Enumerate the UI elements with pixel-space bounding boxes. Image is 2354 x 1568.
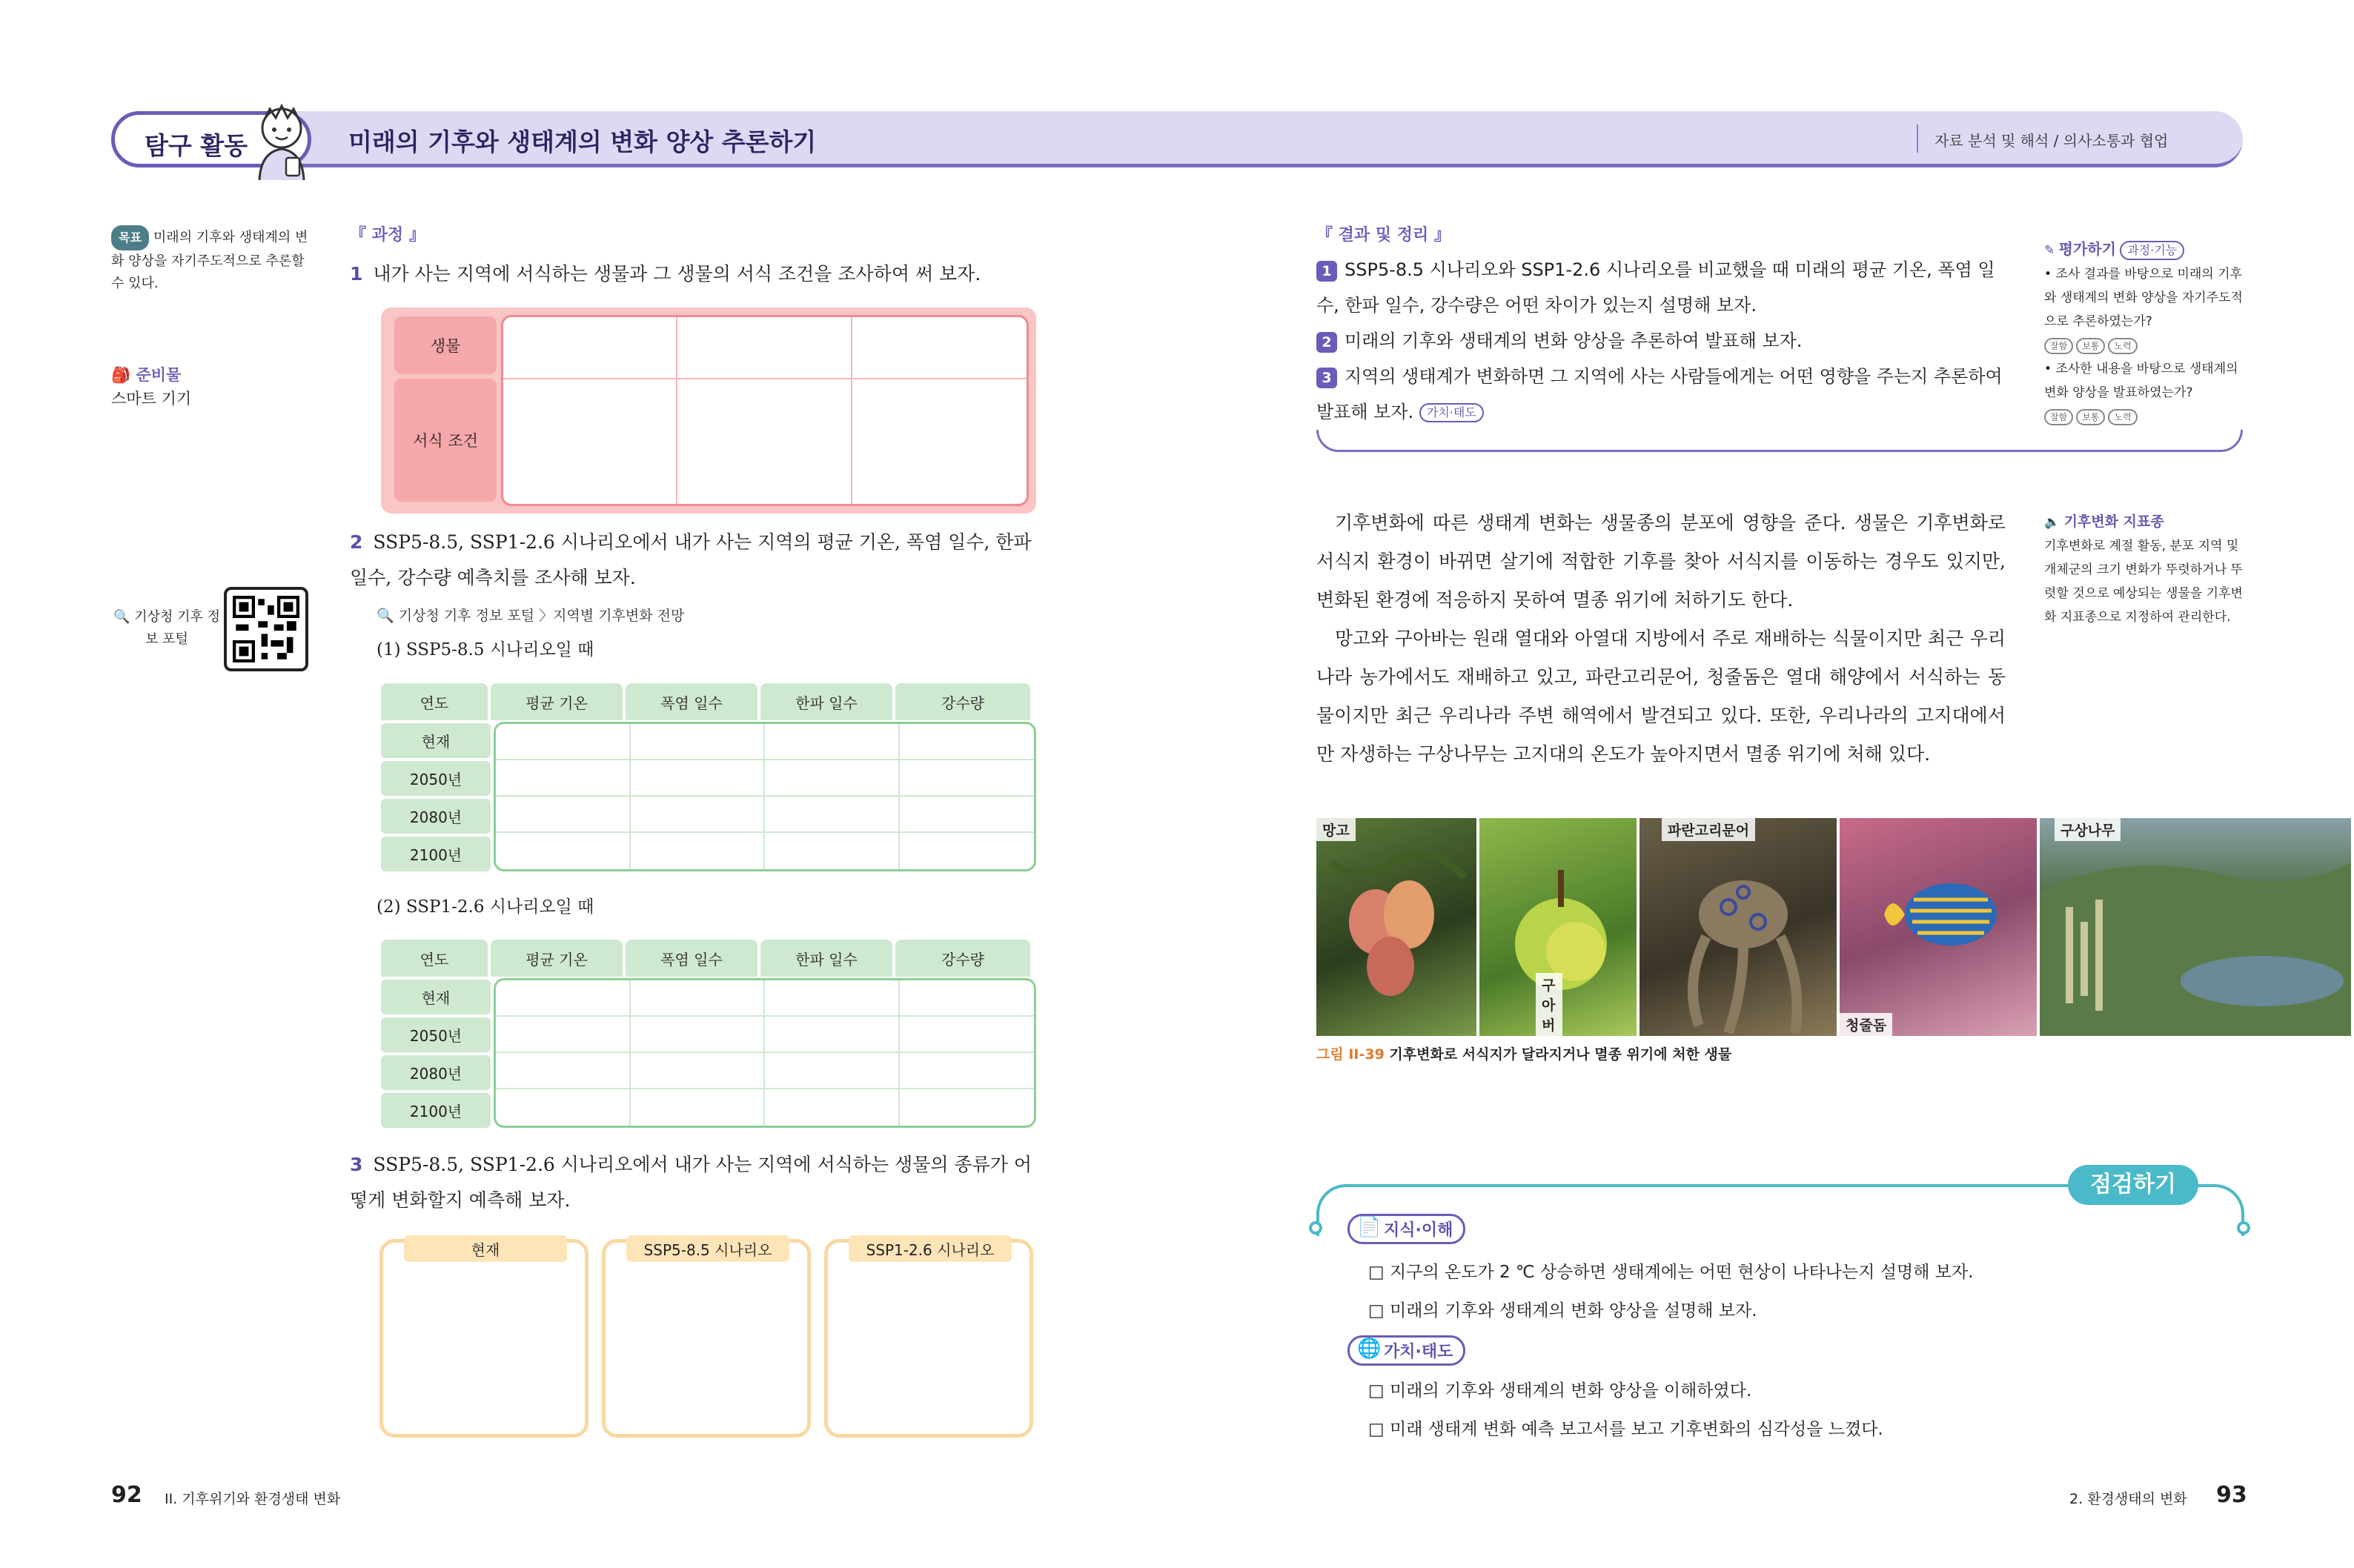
result-number: 2: [1316, 332, 1337, 353]
face-average[interactable]: 보통: [2076, 409, 2105, 425]
row-label: 2080년: [381, 1055, 491, 1090]
climate-table-ssp126: [381, 940, 1036, 1128]
row-label: 2050년: [381, 1017, 491, 1052]
table-cell[interactable]: [677, 317, 852, 379]
face-average[interactable]: 보통: [2076, 338, 2105, 354]
photo-label: 파란고리문어: [1662, 818, 1755, 841]
column-header: 폭염 일수: [626, 940, 757, 977]
box-tab: SSP1-2.6 시나리오: [849, 1235, 1012, 1262]
result-item: [1316, 252, 2006, 323]
rating-faces[interactable]: [2044, 405, 2244, 428]
portal-path-text: 기상청 기후 정보 포털 〉지역별 기후변화 전망: [398, 608, 685, 624]
results-underline: [1316, 430, 2243, 452]
column-header: 폭염 일수: [626, 683, 757, 720]
section-label: 2. 환경생태의 변화: [2069, 1491, 2187, 1507]
photo-label: 구상나무: [2055, 818, 2121, 841]
note-text: 기후변화로 계절 활동, 분포 지역 및 개체군의 크기 변화가 뚜렷하거나 뚜렷할 것으로 예상되는 생물을 기후변화 지표종으로 지정하여 관리한다.: [2044, 539, 2243, 625]
globe-icon: 🌐: [1357, 1338, 1382, 1360]
knowledge-tag: 📄 지식·이해: [1347, 1214, 1465, 1244]
climate-table-ssp585: [381, 683, 1036, 871]
column-header: 평균 기온: [491, 683, 623, 720]
question-number: 2: [350, 531, 363, 553]
body-text: [1316, 504, 2006, 774]
species-photo-strip: [1316, 818, 2354, 1036]
portal-label: 기상청 기후 정보 포털: [134, 609, 220, 647]
photo-korean-fir: [2040, 818, 2351, 1036]
goal-note: [111, 225, 319, 295]
table-cell[interactable]: [852, 317, 1027, 379]
note-title: 기후변화 지표종: [2063, 514, 2164, 530]
question-1: [350, 256, 1047, 292]
question-number: 3: [350, 1154, 363, 1175]
caption-text: 기후변화로 서식지가 달라지거나 멸종 위기에 처한 생물: [1389, 1046, 1732, 1063]
indicator-species-note: [2044, 510, 2247, 629]
row-label: 현재: [381, 723, 491, 758]
value-tag: 가치·태도: [1419, 403, 1484, 422]
materials-title: 준비물: [136, 366, 182, 384]
search-icon: 🔍: [113, 609, 130, 625]
question-text: 내가 사는 지역에 서식하는 생물과 그 생물의 서식 조건을 조사하여 써 보자.: [373, 263, 981, 285]
question-text: SSP5-8.5, SSP1-2.6 시나리오에서 내가 사는 지역에 서식하는 생물의 종류가 어떻게 변화할지 예측해 보자.: [350, 1154, 1032, 1211]
column-header: 평균 기온: [491, 940, 623, 977]
portal-path: [377, 605, 684, 625]
table-cell[interactable]: [677, 379, 852, 504]
evaluation-title: 평가하기: [2058, 240, 2116, 258]
column-header: 한파 일수: [760, 683, 892, 720]
check-item[interactable]: □ 미래의 기후와 생태계의 변화 양상을 설명해 보자.: [1368, 1301, 1757, 1320]
row-label: 2100년: [381, 837, 491, 871]
face-good[interactable]: 잘함: [2044, 409, 2073, 425]
organism-table: [381, 308, 1036, 514]
table-cell[interactable]: [503, 379, 677, 504]
check-title: 점검하기: [2068, 1165, 2198, 1205]
paragraph: 망고와 구아바는 원래 열대와 아열대 지방에서 주로 재배하는 식물이지만 최근 우리나라 농가에서도 재배하고 있고, 파란고리문어, 청줄돔은 열대 해양에서 서식하는 동물이지만 최근 우리나라 주변 해역에서 발견되고 있다. 또한, 우리나라의 고지대에서만 자생하는 구상나무는 고지대의 온도가 높아지면서 멸종 위기에 처해 있다.: [1316, 628, 2006, 765]
pencil-icon: ✎: [2044, 243, 2055, 258]
table-cell[interactable]: [852, 379, 1027, 504]
result-number: 3: [1316, 368, 1337, 388]
row-label-organism: 생물: [394, 316, 497, 374]
question-2: [350, 525, 1047, 596]
search-icon: 🔍: [377, 608, 394, 624]
column-header: 한파 일수: [760, 940, 892, 977]
materials-item: 스마트 기기: [111, 390, 192, 408]
table-cell[interactable]: [503, 317, 677, 379]
portal-note: [111, 606, 222, 651]
activity-title: 미래의 기후와 생태계의 변화 양상 추론하기: [348, 127, 817, 156]
figure-caption: [1316, 1043, 1731, 1063]
prediction-box-ssp126[interactable]: [824, 1239, 1033, 1438]
paragraph: 기후변화에 따른 생태계 변화는 생물종의 분포에 영향을 준다. 생물은 기후변화로 서식지 환경이 바뀌면 살기에 적합한 기후를 찾아 서식지를 이동하는 경우도 있지만, 변화된 환경에 적응하지 못하여 멸종 위기에 처하기도 한다.: [1316, 512, 2006, 611]
results-list: [1316, 252, 2006, 430]
result-text: SSP5-8.5 시나리오와 SSP1-2.6 시나리오를 비교했을 때 미래의 평균 기온, 폭염 일수, 한파 일수, 강수량은 어떤 차이가 있는지 설명해 보자.: [1316, 259, 1995, 316]
page-number-right: 93: [2216, 1482, 2247, 1508]
angelfish-image: [1840, 818, 2037, 1036]
skills-label: 자료 분석 및 해석 / 의사소통과 협업: [1934, 132, 2169, 150]
photo-octopus: [1639, 818, 1837, 1036]
speaker-icon: 🔈: [2044, 515, 2060, 530]
scenario-label-b: (2) SSP1-2.6 시나리오일 때: [377, 897, 594, 917]
header-divider: [1917, 124, 1918, 153]
organism-table-cells[interactable]: [501, 315, 1029, 506]
frame-dot: [2237, 1221, 2250, 1235]
mango-image: [1316, 818, 1476, 1036]
materials-note: [111, 363, 191, 411]
row-label: 2080년: [381, 799, 491, 834]
goal-text: 미래의 기후와 생태계의 변화 양상을 자기주도적으로 추론할 수 있다.: [111, 230, 308, 291]
result-number: 1: [1316, 261, 1337, 282]
frame-dot: [1309, 1221, 1322, 1235]
row-label-habitat: 서식 조건: [394, 379, 497, 502]
question-number: 1: [350, 263, 363, 285]
column-header: 강수량: [895, 940, 1030, 977]
result-item: [1316, 359, 2006, 430]
document-icon: 📄: [1357, 1216, 1382, 1238]
octopus-image: [1639, 818, 1837, 1036]
rating-faces[interactable]: [2044, 333, 2244, 357]
question-text: SSP5-8.5, SSP1-2.6 시나리오에서 내가 사는 지역의 평균 기온, 폭염 일수, 한파 일수, 강수량 예측치를 조사해 보자.: [350, 531, 1032, 588]
evaluation-item: • 조사 결과를 바탕으로 미래의 기후와 생태계의 변화 양상을 자기주도적으로 추론하였는가?: [2044, 267, 2243, 329]
photo-angelfish: [1840, 818, 2037, 1036]
activity-badge: 탐구 활동: [111, 111, 311, 167]
column-header: 연도: [381, 683, 488, 720]
result-text: 지역의 생태계가 변화하면 그 지역에 사는 사람들에게는 어떤 영향을 주는지 추론하여 발표해 보자.: [1316, 366, 2003, 422]
results-heading: 『 결과 및 정리 』: [1316, 226, 1450, 245]
photo-label: 청줄돔: [1840, 1013, 1892, 1036]
qr-code-icon: [233, 596, 299, 662]
box-tab: SSP5-8.5 시나리오: [626, 1235, 789, 1262]
chapter-label: II. 기후위기와 환경생태 변화: [165, 1491, 341, 1507]
row-label: 2050년: [381, 761, 491, 796]
prediction-box-ssp585[interactable]: [602, 1239, 811, 1438]
table-cells[interactable]: [494, 722, 1036, 871]
question-3: [350, 1147, 1047, 1218]
face-good[interactable]: 잘함: [2044, 338, 2073, 354]
check-item[interactable]: □ 지구의 온도가 2 ℃ 상승하면 생태계에는 어떤 현상이 나타나는지 설명해 보자.: [1368, 1263, 1974, 1282]
value-tag: 🌐 가치·태도: [1347, 1335, 1465, 1366]
photo-label: 망고: [1316, 818, 1356, 841]
photo-mango: [1316, 818, 1476, 1036]
result-item: [1316, 323, 2006, 359]
photo-guava: [1479, 818, 1637, 1036]
student-mascot-icon: [245, 100, 319, 182]
check-item[interactable]: □ 미래 생태계 변화 예측 보고서를 보고 기후변화의 심각성을 느꼈다.: [1368, 1420, 1883, 1439]
backpack-icon: 🎒: [111, 366, 131, 384]
process-heading: 『 과정 』: [350, 226, 425, 245]
column-header: 연도: [381, 940, 488, 977]
face-effort[interactable]: 노력: [2108, 409, 2137, 425]
result-text: 미래의 기후와 생태계의 변화 양상을 추론하여 발표해 보자.: [1345, 330, 1803, 351]
evaluation-note: [2044, 237, 2244, 428]
column-header: 강수량: [895, 683, 1030, 720]
evaluation-item: • 조사한 내용을 바탕으로 생태계의 변화 양상을 발표하였는가?: [2044, 362, 2238, 400]
row-label: 현재: [381, 980, 491, 1014]
evaluation-tag: 과정·기능: [2120, 241, 2184, 260]
box-tab: 현재: [404, 1235, 567, 1262]
korean-fir-image: [2040, 818, 2351, 1036]
scenario-label-a: (1) SSP5-8.5 시나리오일 때: [377, 640, 594, 660]
photo-label: 구아버: [1536, 973, 1562, 1036]
figure-number: 그림 II-39: [1316, 1046, 1385, 1063]
goal-tag: 목표: [111, 225, 149, 250]
table-cells[interactable]: [494, 978, 1036, 1128]
prediction-box-current[interactable]: [379, 1239, 588, 1438]
row-label: 2100년: [381, 1093, 491, 1128]
page-number-left: 92: [111, 1482, 142, 1508]
check-item[interactable]: □ 미래의 기후와 생태계의 변화 양상을 이해하였다.: [1368, 1381, 1752, 1401]
face-effort[interactable]: 노력: [2108, 338, 2137, 354]
qr-code[interactable]: [224, 587, 308, 671]
